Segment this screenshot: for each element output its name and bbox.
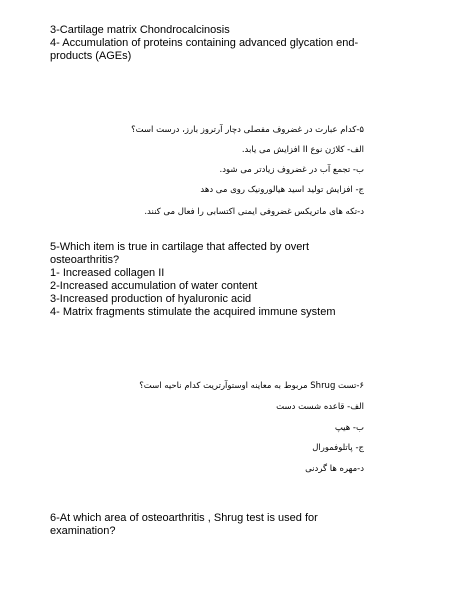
- question-5-option-3: 3-Increased production of hyaluronic acid: [50, 293, 252, 305]
- question-5-stem-line-2: osteoarthritis?: [50, 254, 120, 266]
- question-6-english: [50, 512, 380, 538]
- question-6-stem-line-2: examination?: [50, 525, 116, 537]
- question-4-english-options: [50, 24, 380, 63]
- question-6-persian-option-d: د-مهره ها گردنی: [305, 464, 364, 474]
- question-5-option-1: 1- Increased collagen II: [50, 267, 165, 279]
- question-6-persian-option-a: الف- قاعده شست دست: [276, 402, 364, 412]
- question-6-persian-option-c: ج- پاتلوفمورال: [312, 443, 364, 453]
- question-5-option-4: 4- Matrix fragments stimulate the acquired immune system: [50, 306, 336, 318]
- question-5-stem-line-1: 5-Which item is true in cartilage that affected by overt: [50, 241, 310, 253]
- question-5-persian-option-c: ج- افزایش تولید اسید هیالورونیک روی می دهد: [200, 185, 364, 195]
- question-5-option-2: 2-Increased accumulation of water content: [50, 280, 258, 292]
- option-4-text-line-1: 4- Accumulation of proteins containing advanced glycation end-: [50, 37, 359, 49]
- question-6-persian-option-b: ب- هیپ: [334, 423, 364, 433]
- option-3-text: 3-Cartilage matrix Chondrocalcinosis: [50, 24, 230, 36]
- question-5-english: [50, 241, 380, 319]
- question-5-persian-option-b: ب- تجمع آب در غضروف زیادتر می شود.: [219, 165, 364, 175]
- option-4-text-line-2: products (AGEs): [50, 50, 132, 62]
- question-5-persian-option-d: د-تکه های ماتریکس غضروفی ایمنی اکتسابی را فعال می کنند.: [144, 207, 364, 217]
- question-6-stem-line-1: 6-At which area of osteoarthritis , Shrug test is used for: [50, 512, 318, 524]
- question-5-persian-stem: ۵-کدام عبارت در غضروف مفصلی دچار آرتروز بارز، درست است؟: [131, 125, 364, 135]
- question-6-persian-stem: ۶-تست Shrug مربوط به معاینه اوستوآرتریت کدام ناحیه است؟: [139, 381, 364, 391]
- question-5-persian-option-a: الف- کلاژن نوع II افزایش می یابد.: [241, 145, 364, 155]
